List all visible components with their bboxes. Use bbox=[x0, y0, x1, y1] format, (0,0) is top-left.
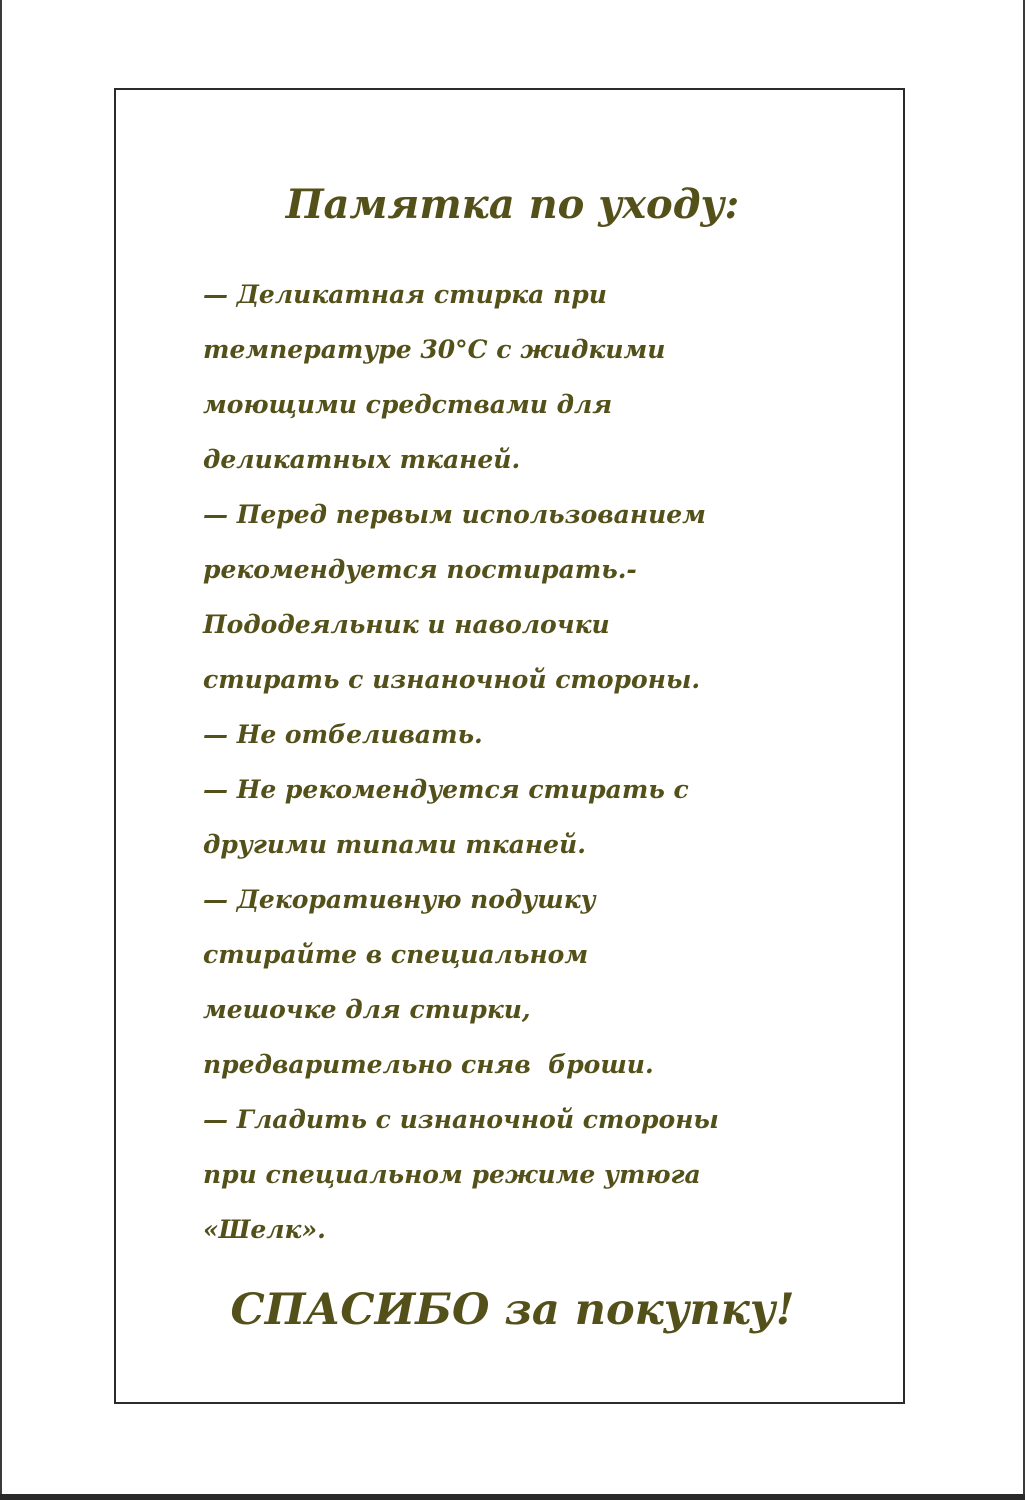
instruction-line: деликатных тканей. bbox=[203, 445, 521, 474]
care-instructions-list bbox=[203, 267, 719, 1257]
instruction-line: стирать с изнаночной стороны. bbox=[203, 665, 701, 694]
instruction-line: — Не рекомендуется стирать с bbox=[203, 775, 689, 804]
instruction-line: мешочке для стирки, bbox=[203, 995, 531, 1024]
instruction-line: другими типами тканей. bbox=[203, 830, 586, 859]
instruction-line: стирайте в специальном bbox=[203, 940, 589, 969]
card-title: Памятка по уходу: bbox=[285, 181, 740, 228]
thank-you-message: СПАСИБО за покупку! bbox=[230, 1285, 795, 1335]
instruction-line: — Перед первым использованием bbox=[203, 500, 706, 529]
instruction-line: — Гладить с изнаночной стороны bbox=[203, 1105, 719, 1134]
instruction-line: моющими средствами для bbox=[203, 390, 613, 419]
instruction-line: при специальном режиме утюга bbox=[203, 1160, 701, 1189]
instruction-line: — Декоративную подушку bbox=[203, 885, 596, 914]
instruction-line: температуре 30°C с жидкими bbox=[203, 335, 666, 364]
instruction-line: — Деликатная стирка при bbox=[203, 280, 607, 309]
instruction-line: рекомендуется постирать.- bbox=[203, 555, 637, 584]
instruction-line: предварительно сняв броши. bbox=[203, 1050, 654, 1079]
instruction-line: Пододеяльник и наволочки bbox=[203, 610, 610, 639]
page-edge-bottom bbox=[0, 1494, 1025, 1500]
instruction-line: — Не отбеливать. bbox=[203, 720, 483, 749]
instruction-line: «Шелк». bbox=[203, 1215, 326, 1244]
